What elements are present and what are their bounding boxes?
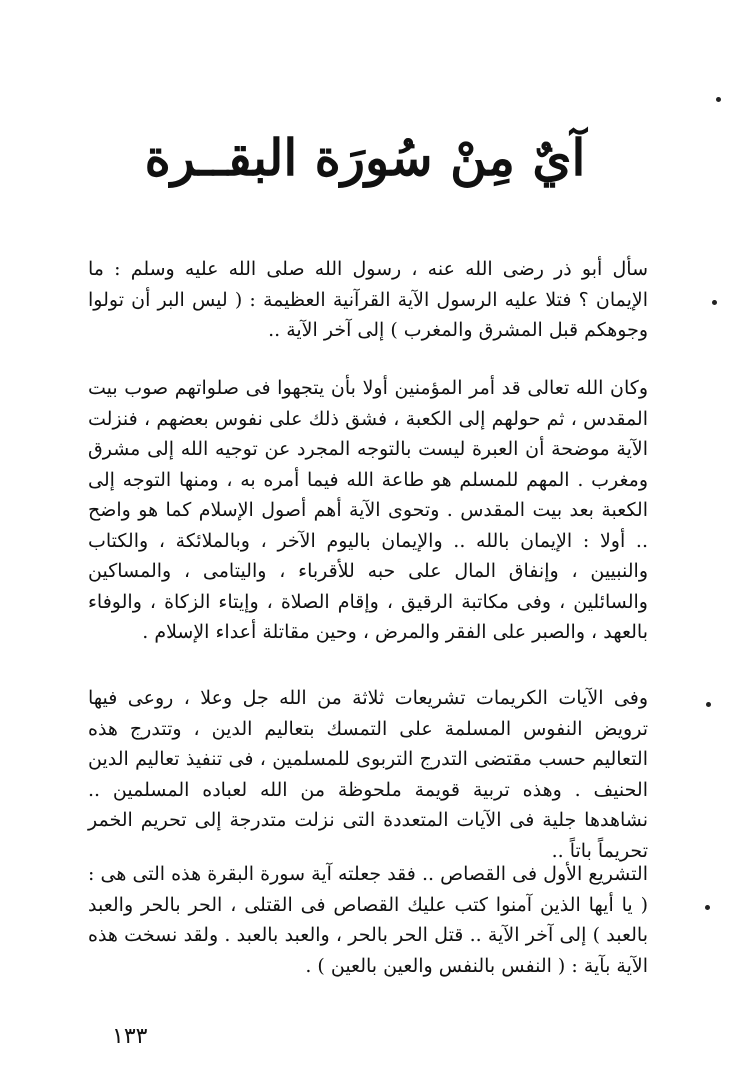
paragraph-3: وفى الآيات الكريمات تشريعات ثلاثة من الله جل وعلا ، روعى فيها ترويض النفوس المسلمة على التمسك بتعاليم الدين ، وتتدرج هذه التعاليم حسب مقتضى التدرج التربوى للمسلمين ، فى تنفيذ تعاليم الدين الحنيف . وهذه تربية قويمة ملحوظة من الله لعباده المسلمين .. نشاهدها جلية فى الآيات المتعددة التى نزلت متدرجة إلى تحريم الخمر تحريماً باتاً ..: [88, 687, 648, 862]
page-number: ١٣٣: [112, 1024, 148, 1049]
chapter-title: آيٌ مِنْ سُورَة البقــرة: [144, 128, 586, 187]
paragraph-4: التشريع الأول فى القصاص .. فقد جعلته آية سورة البقرة هذه التى هى : ( يا أيها الذين آمنوا كتب عليك القصاص فى القتلى ، الحر بالحر والعبد بالعبد ) إلى آخر الآية .. قتل الحر بالحر ، والعبد بالعبد . ولقد نسخت هذه الآية بآية : ( النفس بالنفس والعين بالعين ) .: [88, 863, 648, 977]
paragraph-1: سأل أبو ذر رضى الله عنه ، رسول الله صلى الله عليه وسلم : ما الإيمان ؟ فتلا عليه الرسول الآية القرآنية العظيمة : ( ليس البر أن تولوا وجوهكم قبل المشرق والمغرب ) إلى آخر الآية ..: [88, 258, 648, 341]
paragraph-2: وكان الله تعالى قد أمر المؤمنين أولا بأن يتجهوا فى صلواتهم صوب بيت المقدس ، ثم حولهم إلى الكعبة ، فشق ذلك على نفوس بعضهم ، فنزلت الآية موضحة أن العبرة ليست بالتوجه المجرد عن توجيه الله إلى مشرق ومغرب . المهم للمسلم هو طاعة الله فيما أمره به ، ومنها التوجه إلى الكعبة بعد بيت المقدس . وتحوى الآية أهم أصول الإسلام كما هو واضح .. أولا : الإيمان بالله .. والإيمان باليوم الآخر ، وبالملائكة ، والكتاب والنبيين ، وإنفاق المال على حبه للأقرباء ، واليتامى ، والمساكين والسائلين ، وفى مكاتبة الرقيق ، وإقام الصلاة ، وإيتاء الزكاة ، والوفاء بالعهد ، والصبر على الفقر والمرض ، وحين مقاتلة أعداء الإسلام .: [88, 377, 648, 643]
scan-mark: [705, 905, 710, 910]
scan-mark: [706, 702, 711, 707]
scan-mark: [716, 97, 721, 102]
scan-mark: [712, 300, 717, 305]
